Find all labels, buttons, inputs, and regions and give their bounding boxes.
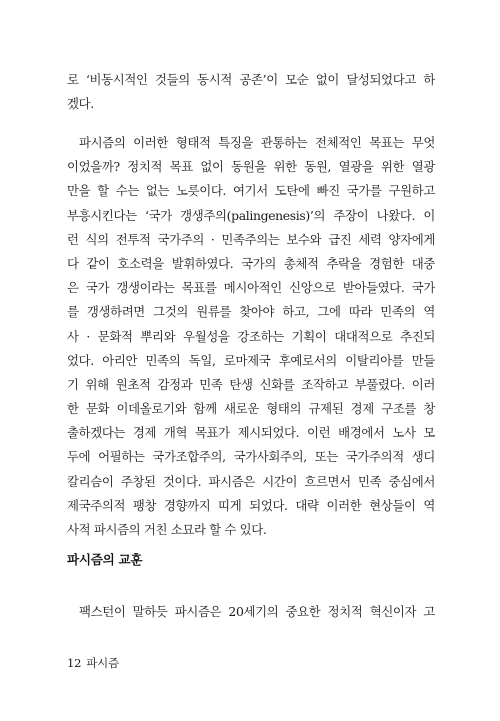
text-line: 다 같이 호소력을 발휘하였다. 국가의 총체적 추락을 경험한 대중 — [67, 255, 435, 271]
text-line: 부흥시킨다는 ‘국가 갱생주의(palingenesis)’의 주장이 나왔다. 이 — [67, 207, 435, 223]
text-line: 사 · 문화적 뿌리와 우월성을 강조하는 기획이 대대적으로 추진되 — [67, 328, 435, 344]
text-line: 런 식의 전투적 국가주의 · 민족주의는 보수와 급진 세력 양자에게 — [67, 231, 435, 247]
text-line: 제국주의적 팽창 경향까지 띠게 되었다. 대략 이러한 현상들이 역 — [67, 497, 435, 513]
text-line: 었다. 아리안 민족의 독일, 로마제국 후예로서의 이탈리아를 만들 — [67, 352, 435, 368]
text-line: 기 위해 원초적 감정과 민족 탄생 신화를 조작하고 부풀렸다. 이러 — [67, 376, 435, 392]
text-line: 파시즘의 이러한 형태적 특징을 관통하는 전체적인 목표는 무엇 — [79, 135, 435, 150]
text-line: 팩스턴이 말하듯 파시즘은 20세기의 중요한 정치적 혁신이자 고 — [79, 604, 435, 619]
text-line: 두에 어필하는 국가조합주의, 국가사회주의, 또는 국가주의적 생디 — [67, 449, 435, 465]
text-line: 은 국가 갱생이라는 목표를 메시아적인 신앙으로 받아들였다. 국가 — [67, 280, 435, 296]
running-title: 파시즘 — [86, 656, 119, 670]
page-footer — [67, 655, 119, 671]
text-line: 이었을까? 정치적 목표 없이 동원을 위한 동원, 열광을 위한 열광 — [67, 159, 435, 175]
paragraph-fascism-goals — [67, 131, 435, 542]
text-line: 한 문화 이데올로기와 함께 새로운 형태의 규제된 경제 구조를 창 — [67, 401, 435, 417]
text-line: 겠다. — [67, 96, 94, 112]
paragraph-continuation — [67, 68, 435, 116]
text-line: 만을 할 수는 없는 노릇이다. 여기서 도탄에 빠진 국가를 구원하고 — [67, 183, 435, 199]
text-line: 출하겠다는 경제 개혁 목표가 제시되었다. 이런 배경에서 노사 모 — [67, 425, 435, 441]
text-line: 사적 파시즘의 거친 소묘라 할 수 있다. — [67, 522, 267, 537]
text-line: 로 ‘비동시적인 것들의 동시적 공존’이 모순 없이 달성되었다고 하 — [67, 72, 435, 87]
paragraph-lessons — [67, 600, 435, 624]
section-heading: 파시즘의 교훈 — [67, 552, 143, 567]
text-line: 칼리슴이 주창된 것이다. 파시즘은 시간이 흐르면서 민족 중심에서 — [67, 473, 435, 489]
page-number: 12 — [67, 656, 82, 670]
text-line: 를 갱생하려면 그것의 원류를 찾아야 하고, 그에 따라 민족의 역 — [67, 304, 435, 320]
